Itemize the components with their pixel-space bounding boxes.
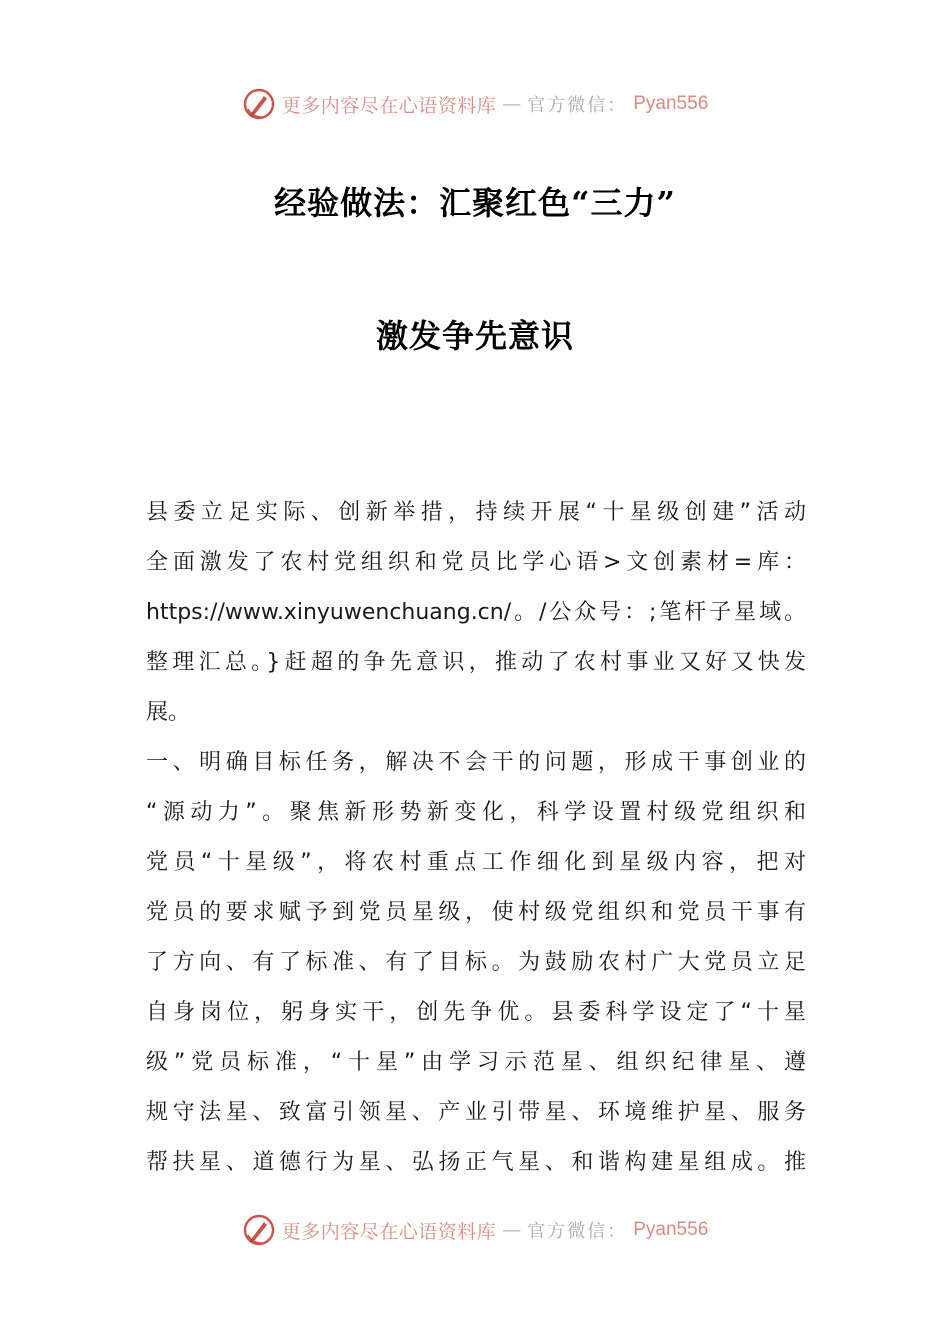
document-subtitle: 激发争先意识	[375, 317, 574, 355]
body-line-url: https://www.xinyuwenchuang.cn/。/公众号：;笔杆子星域。	[146, 600, 806, 625]
document-body	[146, 491, 806, 1191]
document-title: 经验做法：汇聚红色“三力”	[274, 184, 676, 222]
body-line: 整理汇总。}赶超的争先意识，推动了农村事业又好又快发	[146, 650, 806, 675]
body-line: 全面激发了农村党组织和党员比学心语>文创素材=库：	[146, 550, 806, 575]
footer-watermark	[0, 1210, 950, 1250]
watermark-dash: —	[502, 1219, 522, 1241]
body-line: 党员的要求赋予到党员星级，使村级党组织和党员干事有	[146, 900, 806, 925]
body-line: “源动力”。聚焦新形势新变化，科学设置村级党组织和	[146, 800, 806, 825]
body-line: 展。	[146, 700, 191, 725]
watermark-wechat-label: 官方微信：	[527, 95, 628, 116]
body-line: 帮扶星、道德行为星、弘扬正气星、和谐构建星组成。推	[146, 1150, 806, 1175]
watermark-wechat-handle: Pyan556	[633, 1219, 709, 1240]
watermark-wechat-handle: Pyan556	[633, 93, 709, 114]
header-watermark	[0, 84, 950, 124]
watermark-wechat-label: 官方微信：	[527, 1221, 628, 1242]
body-line: 党员“十星级”，将农村重点工作细化到星级内容，把对	[146, 850, 806, 875]
body-line: 县委立足实际、创新举措，持续开展“十星级创建”活动	[146, 500, 806, 525]
body-line: 一、明确目标任务，解决不会干的问题，形成干事创业的	[146, 750, 806, 775]
body-line: 规守法星、致富引领星、产业引带星、环境维护星、服务	[146, 1100, 806, 1125]
watermark-tagline: 更多内容尽在心语资料库	[281, 94, 497, 117]
pen-nib-circle-icon	[242, 1213, 276, 1247]
body-line: 级”党员标准，“十星”由学习示范星、组织纪律星、遵	[146, 1050, 806, 1075]
pen-nib-circle-icon	[242, 87, 276, 121]
watermark-dash: —	[502, 93, 522, 115]
watermark-tagline: 更多内容尽在心语资料库	[281, 1220, 497, 1243]
body-line: 了方向、有了标准、有了目标。为鼓励农村广大党员立足	[146, 950, 806, 975]
body-line: 自身岗位，躬身实干，创先争优。县委科学设定了“十星	[146, 1000, 806, 1025]
